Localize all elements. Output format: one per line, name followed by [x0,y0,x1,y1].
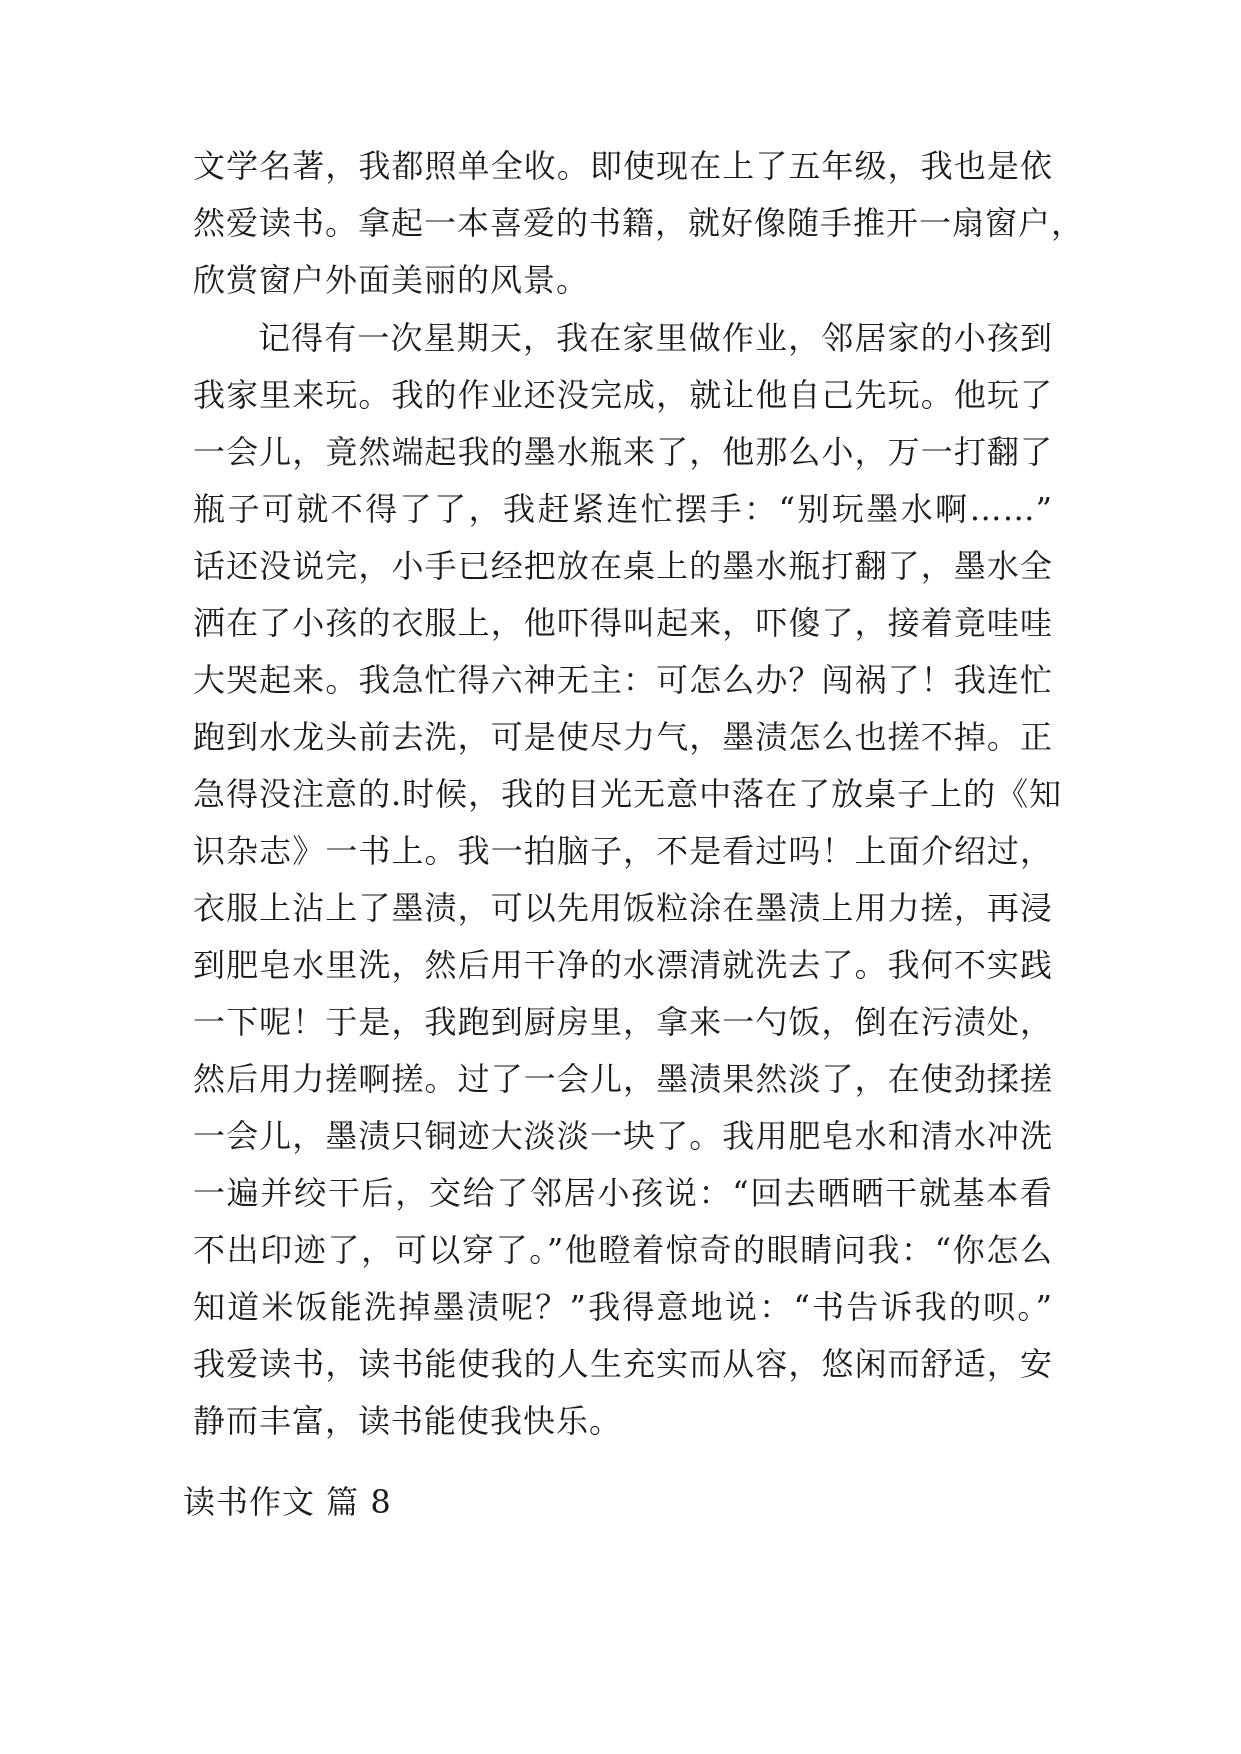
paragraph-2-line-3: 一会儿，竟然端起我的墨水瓶来了，他那么小，万一打翻了 [193,433,1053,471]
paragraph-2-line-8: 跑到水龙头前去洗，可是使尽力气，墨渍怎么也搓不掉。正 [193,718,1053,756]
paragraph-2-line-11: 衣服上沾上了墨渍，可以先用饭粒涂在墨渍上用力搓，再浸 [193,889,1053,927]
paragraph-1-line-3: 欣赏窗户外面美丽的风景。 [193,261,590,299]
paragraph-2-line-10: 识杂志》一书上。我一拍脑子，不是看过吗！上面介绍过， [193,832,1053,870]
paragraph-2-line-13: 一下呢！于是，我跑到厨房里，拿来一勺饭，倒在污渍处， [193,1003,1053,1041]
section-heading: 读书作文 篇 8 [183,1483,392,1521]
paragraph-2-line-17: 不出印迹了，可以穿了。”他瞪着惊奇的眼睛问我：“你怎么 [193,1231,1053,1269]
paragraph-2-line-4: 瓶子可就不得了了，我赶紧连忙摆手：“别玩墨水啊……” [193,490,1053,528]
paragraph-1-line-1: 文学名著，我都照单全收。即使现在上了五年级，我也是依 [193,147,1053,185]
paragraph-2-line-7: 大哭起来。我急忙得六神无主：可怎么办？闯祸了！我连忙 [193,661,1053,699]
paragraph-2-line-14: 然后用力搓啊搓。过了一会儿，墨渍果然淡了，在使劲揉搓 [193,1060,1053,1098]
paragraph-2-line-6: 洒在了小孩的衣服上，他吓得叫起来，吓傻了，接着竟哇哇 [193,604,1053,642]
paragraph-2-line-1: 记得有一次星期天，我在家里做作业，邻居家的小孩到 [258,319,1053,357]
paragraph-2-line-18: 知道米饭能洗掉墨渍呢？”我得意地说：“书告诉我的呗。” [193,1288,1053,1326]
paragraph-2-line-12: 到肥皂水里洗，然后用干净的水漂清就洗去了。我何不实践 [193,946,1053,984]
paragraph-2-line-19: 我爱读书，读书能使我的人生充实而从容，悠闲而舒适，安 [193,1345,1053,1383]
paragraph-1-line-2: 然爱读书。拿起一本喜爱的书籍，就好像随手推开一扇窗户， [193,204,1085,242]
paragraph-2-line-20: 静而丰富，读书能使我快乐。 [193,1402,623,1440]
paragraph-2-line-16: 一遍并绞干后，交给了邻居小孩说：“回去晒晒干就基本看 [193,1174,1053,1212]
paragraph-2-line-9: 急得没注意的.时候，我的目光无意中落在了放桌子上的《知 [193,775,1063,813]
paragraph-2-line-5: 话还没说完，小手已经把放在桌上的墨水瓶打翻了，墨水全 [193,547,1053,585]
paragraph-2-line-2: 我家里来玩。我的作业还没完成，就让他自己先玩。他玩了 [193,376,1053,414]
paragraph-2-line-15: 一会儿，墨渍只铜迹大淡淡一块了。我用肥皂水和清水冲洗 [193,1117,1053,1155]
